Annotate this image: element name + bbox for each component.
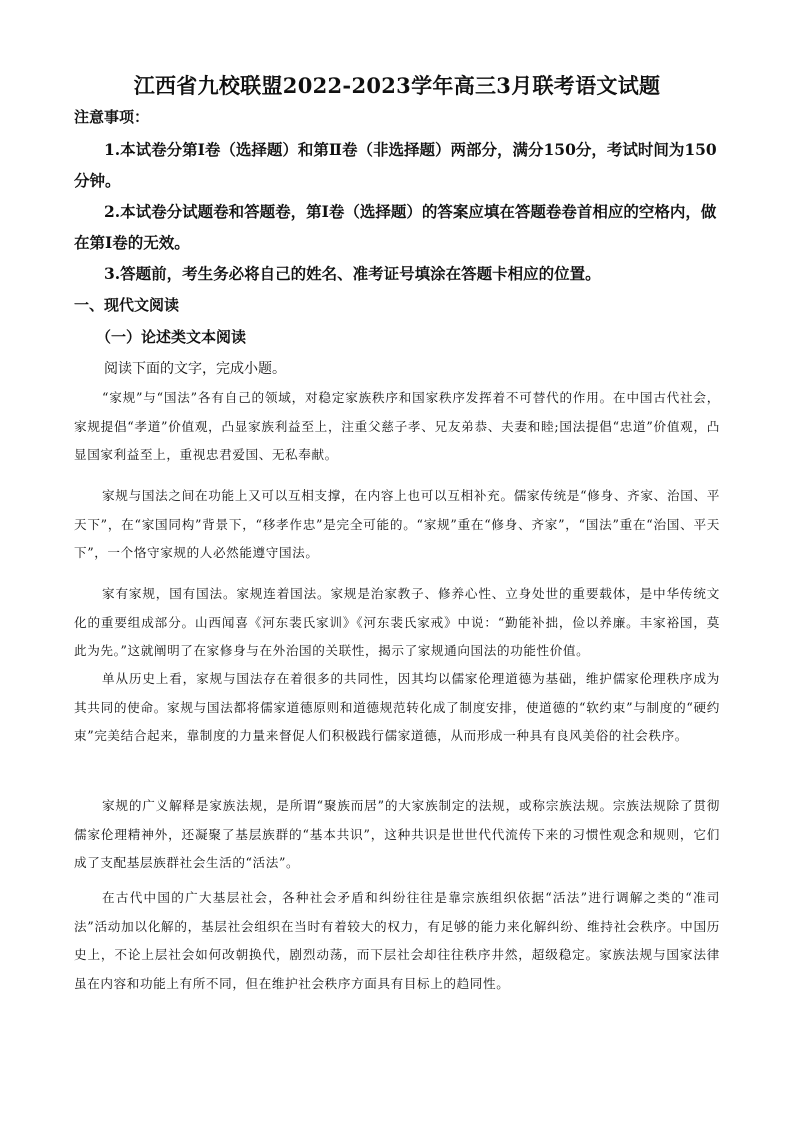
notice-heading: 注意事项：: [74, 108, 150, 126]
notice-item-1: 1.本试卷分第Ⅰ卷（选择题）和第Ⅱ卷（非选择题）两部分，满分150分，考试时间为150分钟。: [74, 140, 717, 190]
reading-instruction: 阅读下面的文字，完成小题。: [104, 361, 286, 377]
passage-paragraph: 单从历史上看，家规与国法存在着很多的共同性，因其均以儒家伦理道德为基础，维护儒家伦理秩序成为其共同的使命。家规与国法都将儒家道德原则和道德规范转化成了制度安排，使道德的“软约束”与制度的“硬约束”完美结合起来，靠制度的力量来督促人们积极践行儒家道德，从而形成一种具有良风美俗的社会秩序。: [74, 671, 720, 743]
notice-item-3: 3.答题前，考生务必将自己的姓名、准考证号填涂在答题卡相应的位置。: [104, 264, 601, 283]
notice-item-2: 2.本试卷分试题卷和答题卷，第Ⅰ卷（选择题）的答案应填在答题卷卷首相应的空格内，做在第Ⅰ卷的无效。: [74, 202, 717, 252]
passage-paragraph: 家规的广义解释是家族法规，是所谓“聚族而居”的大家族制定的法规，或称宗族法规。宗族法规除了贯彻儒家伦理精神外，还凝聚了基层族群的“基本共识”，这种共识是世世代代流传下来的习惯性观念和规则，它们成了支配基层族群社会生活的“活法”。: [74, 798, 720, 870]
section-heading: 一、现代文阅读: [74, 296, 180, 314]
passage-paragraph: 家有家规，国有国法。家规连着国法。家规是治家教子、修养心性、立身处世的重要载体，是中华传统文化的重要组成部分。山西闻喜《河东裴氏家训》《河东裴氏家戒》中说：“勤能补拙，俭以养廉。丰家裕国，莫此为先。”这就阐明了在家修身与在外治国的关联性，揭示了家规通向国法的功能性价值。: [74, 586, 720, 658]
passage-paragraph: 在古代中国的广大基层社会，各种社会矛盾和纠纷往往是靠宗族组织依据“活法”进行调解之类的“准司法”活动加以化解的，基层社会组织在当时有着较大的权力，有足够的能力来化解纠纷、维持社会秩序。中国历史上，不论上层社会如何改朝换代，剧烈动荡，而下层社会却往往秩序井然，超级稳定。家族法规与国家法律虽在内容和功能上有所不同，但在维护社会秩序方面具有目标上的趋同性。: [74, 890, 720, 991]
page-title: 江西省九校联盟2022-2023学年高三3月联考语文试题: [133, 73, 661, 98]
passage-paragraph: 家规与国法之间在功能上又可以互相支撑，在内容上也可以互相补充。儒家传统是“修身、齐家、治国、平天下”，在“家国同构”背景下，“移孝作忠”是完全可能的。“家规”重在“修身、齐家”，“国法”重在“治国、平天下”，一个恪守家规的人必然能遵守国法。: [74, 488, 720, 560]
section-subheading: （一）论述类文本阅读: [96, 328, 247, 346]
passage-paragraph: “家规”与“国法”各有自己的领域，对稳定家族秩序和国家秩序发挥着不可替代的作用。在中国古代社会，家规提倡“孝道”价值观，凸显家族利益至上，注重父慈子孝、兄友弟恭、夫妻和睦;国法提倡“忠道”价值观，凸显国家利益至上，重视忠君爱国、无私奉献。: [74, 390, 720, 462]
